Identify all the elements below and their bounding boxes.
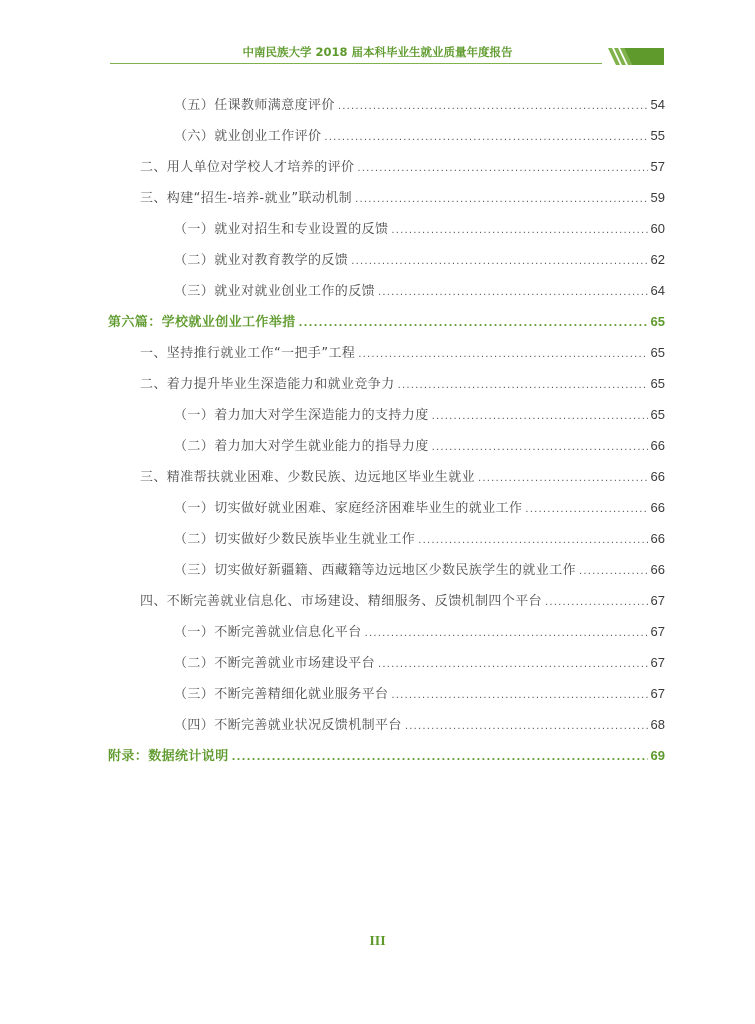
toc-leader-dots bbox=[358, 345, 647, 365]
toc-entry-title: （四）不断完善就业状况反馈机制平台 bbox=[174, 718, 402, 733]
toc-leader-dots bbox=[232, 748, 648, 768]
toc-leader-dots bbox=[324, 128, 647, 148]
toc-entry[interactable] bbox=[174, 405, 665, 425]
toc-entry-title: 二、用人单位对学校人才培养的评价 bbox=[140, 160, 355, 175]
toc-entry-page: 67 bbox=[650, 624, 665, 639]
toc-entry-page: 60 bbox=[650, 221, 665, 236]
toc-entry-title: （一）切实做好就业困难、家庭经济困难毕业生的就业工作 bbox=[174, 501, 523, 516]
toc-entry[interactable] bbox=[108, 312, 665, 332]
toc-entry[interactable] bbox=[174, 250, 665, 270]
toc-leader-dots bbox=[378, 283, 648, 303]
toc-entry-title: （三）切实做好新疆籍、西藏籍等边远地区少数民族学生的就业工作 bbox=[174, 563, 577, 578]
toc-leader-dots bbox=[351, 252, 647, 272]
toc-entry[interactable] bbox=[174, 498, 665, 518]
toc-entry-title: 第六篇：学校就业创业工作举措 bbox=[108, 315, 296, 330]
toc-entry-title: 三、精准帮扶就业困难、少数民族、边远地区毕业生就业 bbox=[140, 470, 476, 485]
toc-entry-page: 66 bbox=[650, 438, 665, 453]
toc-leader-dots bbox=[398, 376, 648, 396]
toc-leader-dots bbox=[545, 593, 648, 613]
toc-leader-dots bbox=[418, 531, 647, 551]
toc-entry-page: 67 bbox=[650, 686, 665, 701]
toc-entry[interactable] bbox=[174, 126, 665, 146]
toc-entry[interactable] bbox=[174, 653, 665, 673]
toc-entry[interactable] bbox=[140, 374, 665, 394]
toc-entry[interactable] bbox=[174, 622, 665, 642]
toc-entry-title: 三、构建“招生-培养-就业”联动机制 bbox=[140, 191, 353, 206]
toc-entry-page: 64 bbox=[650, 283, 665, 298]
toc-leader-dots bbox=[357, 159, 647, 179]
toc-entry[interactable] bbox=[174, 436, 665, 456]
toc-leader-dots bbox=[432, 438, 648, 458]
toc-entry-page: 59 bbox=[650, 190, 665, 205]
toc-entry-title: （二）着力加大对学生就业能力的指导力度 bbox=[174, 439, 429, 454]
toc-entry-page: 62 bbox=[650, 252, 665, 267]
toc-entry-page: 66 bbox=[650, 562, 665, 577]
toc-entry-page: 68 bbox=[650, 717, 665, 732]
toc-entry-page: 66 bbox=[650, 469, 665, 484]
toc-entry-page: 55 bbox=[650, 128, 665, 143]
toc-entry[interactable] bbox=[174, 281, 665, 301]
toc-leader-dots bbox=[405, 717, 648, 737]
toc-leader-dots bbox=[355, 190, 647, 210]
toc-entry-page: 57 bbox=[650, 159, 665, 174]
toc-entry-page: 65 bbox=[650, 407, 665, 422]
toc-entry-page: 65 bbox=[650, 345, 665, 360]
toc-entry-page: 69 bbox=[650, 748, 665, 763]
toc-leader-dots bbox=[478, 469, 648, 489]
toc-leader-dots bbox=[525, 500, 647, 520]
toc-entry[interactable] bbox=[140, 157, 665, 177]
toc-entry[interactable] bbox=[174, 684, 665, 704]
toc-entry-title: （一）着力加大对学生深造能力的支持力度 bbox=[174, 408, 429, 423]
toc-entry[interactable] bbox=[174, 560, 665, 580]
toc-entry[interactable] bbox=[174, 529, 665, 549]
toc-entry[interactable] bbox=[140, 188, 665, 208]
toc-leader-dots bbox=[391, 686, 647, 706]
toc-entry-page: 67 bbox=[650, 655, 665, 670]
toc-entry[interactable] bbox=[174, 715, 665, 735]
report-title: 中南民族大学 2018 届本科毕业生就业质量年度报告 bbox=[242, 45, 513, 59]
toc-entry-page: 65 bbox=[650, 376, 665, 391]
toc-entry[interactable] bbox=[108, 746, 665, 766]
toc-entry-title: 附录：数据统计说明 bbox=[108, 749, 229, 764]
toc-entry-title: （三）就业对就业创业工作的反馈 bbox=[174, 284, 376, 299]
toc-entry-title: （一）不断完善就业信息化平台 bbox=[174, 625, 362, 640]
toc-entry[interactable] bbox=[174, 219, 665, 239]
toc-entry-page: 54 bbox=[650, 97, 665, 112]
toc-leader-dots bbox=[432, 407, 648, 427]
toc-entry-title: 二、着力提升毕业生深造能力和就业竞争力 bbox=[140, 377, 395, 392]
toc-leader-dots bbox=[579, 562, 648, 582]
toc-entry[interactable] bbox=[174, 95, 665, 115]
toc-entry-title: （三）不断完善精细化就业服务平台 bbox=[174, 687, 389, 702]
toc-entry[interactable] bbox=[140, 343, 665, 363]
toc-leader-dots bbox=[338, 97, 648, 117]
toc-entry-page: 66 bbox=[650, 500, 665, 515]
toc-entry[interactable] bbox=[140, 467, 665, 487]
toc-entry-title: （二）切实做好少数民族毕业生就业工作 bbox=[174, 532, 416, 547]
page-number: III bbox=[369, 934, 386, 949]
toc-entry-title: （一）就业对招生和专业设置的反馈 bbox=[174, 222, 389, 237]
toc-entry-title: （二）就业对教育教学的反馈 bbox=[174, 253, 349, 268]
toc-entry[interactable] bbox=[140, 591, 665, 611]
toc-entry-title: 四、不断完善就业信息化、市场建设、精细服务、反馈机制四个平台 bbox=[140, 594, 543, 609]
toc-leader-dots bbox=[299, 314, 648, 334]
toc-entry-title: （六）就业创业工作评价 bbox=[174, 129, 322, 144]
toc-leader-dots bbox=[378, 655, 648, 675]
toc-entry-title: （五）任课教师满意度评价 bbox=[174, 98, 335, 113]
toc-entry-page: 65 bbox=[650, 314, 665, 329]
toc-leader-dots bbox=[365, 624, 648, 644]
toc-entry-page: 67 bbox=[650, 593, 665, 608]
toc-entry-page: 66 bbox=[650, 531, 665, 546]
toc-entry-title: （二）不断完善就业市场建设平台 bbox=[174, 656, 376, 671]
toc-entry-title: 一、坚持推行就业工作“一把手”工程 bbox=[140, 346, 356, 361]
toc-leader-dots bbox=[391, 221, 647, 241]
